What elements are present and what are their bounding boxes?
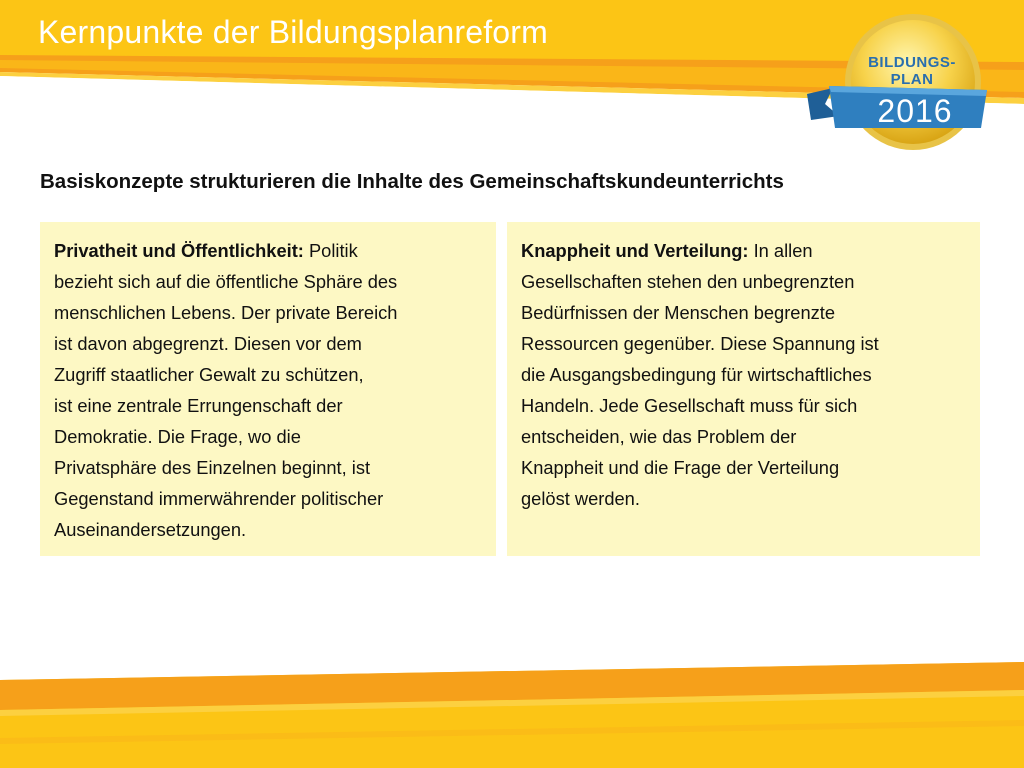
badge-title-line1: BILDUNGS- [868,54,956,71]
badge-title-line2: PLAN [890,71,934,88]
footer-band [0,660,1024,768]
concept-line: Ressourcen gegenüber. Diese Spannung ist [521,333,879,354]
concept-line: Gegenstand immerwährender politischer [54,488,384,509]
concept-line: gelöst werden. [521,488,640,509]
concept-term: Knappheit und Verteilung: [521,240,749,261]
concept-line: Zugriff staatlicher Gewalt zu schützen, [54,364,364,385]
concept-line: die Ausgangsbedingung für wirtschaftliches [521,364,872,385]
concept-box-privatheit [40,222,496,556]
concept-line: ist davon abgegrenzt. Diesen vor dem [54,333,362,354]
bildungsplan-badge [805,8,995,158]
concept-line: Gesellschaften stehen den unbegrenzten [521,271,855,292]
slide-subtitle: Basiskonzepte strukturieren die Inhalte des Gemeinschaftskundeunterrichts [40,170,784,193]
slide-title: Kernpunkte der Bildungsplanreform [38,14,549,50]
concept-line [54,235,484,266]
concept-line: Demokratie. Die Frage, wo die [54,426,301,447]
badge-year: 2016 [877,93,953,129]
concept-box-knappheit [507,222,980,556]
concept-line: Auseinandersetzungen. [54,519,247,540]
concept-text: In allen [753,240,813,261]
concept-line: bezieht sich auf die öffentliche Sphäre des [54,271,398,292]
concept-line [521,235,968,266]
footer-band-graphic [0,660,1024,768]
concept-text: Politik [308,240,358,261]
concept-line: ist eine zentrale Errungenschaft der [54,395,343,416]
concept-line: Knappheit und die Frage der Verteilung [521,457,840,478]
concept-line: entscheiden, wie das Problem der [521,426,797,447]
concept-line: Handeln. Jede Gesellschaft muss für sich [521,395,858,416]
concept-line: Bedürfnissen der Menschen begrenzte [521,302,836,323]
concept-line: menschlichen Lebens. Der private Bereich [54,302,398,323]
concept-line: Privatsphäre des Einzelnen beginnt, ist [54,457,371,478]
concept-term: Privatheit und Öffentlichkeit: [54,240,304,261]
